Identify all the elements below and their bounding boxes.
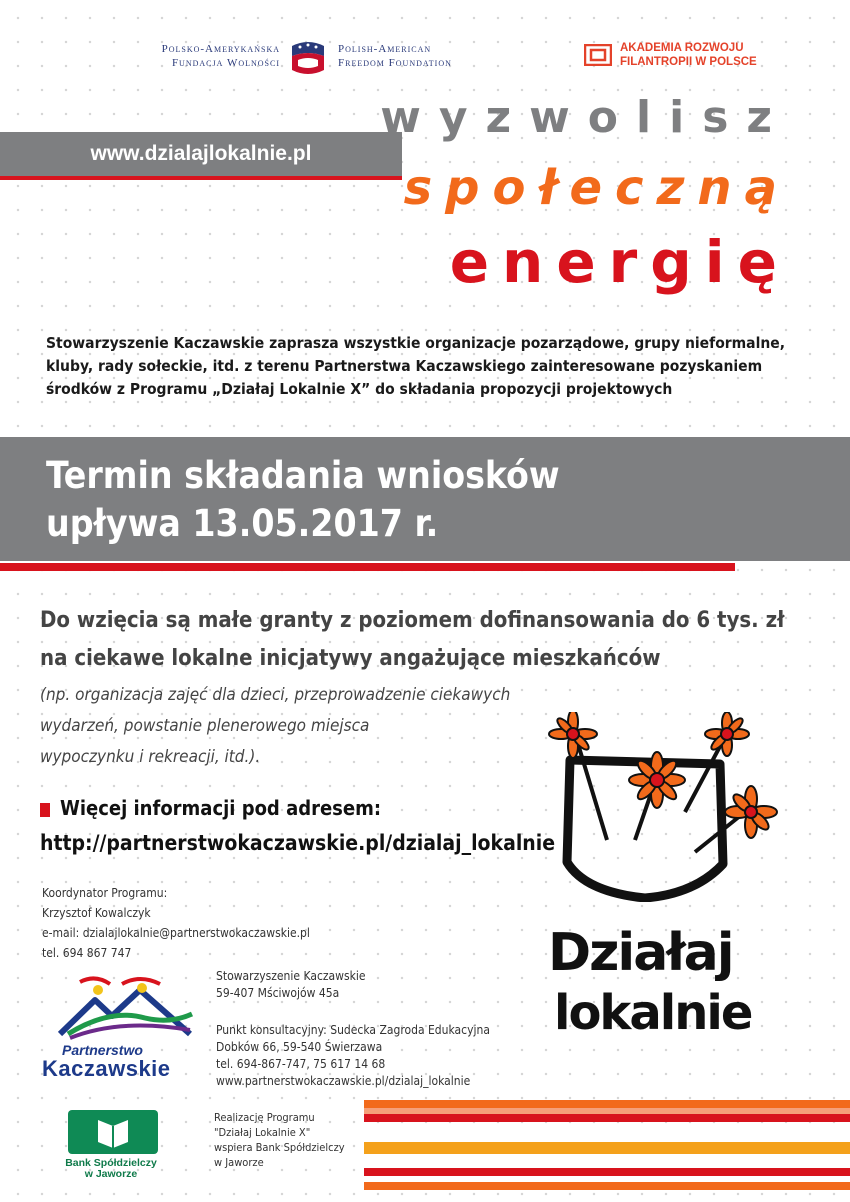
grants-examples: [40, 680, 600, 773]
website-link[interactable]: www.dzialajlokalnie.pl: [90, 142, 312, 165]
association-street: 59-407 Mściwojów 45a: [216, 986, 340, 1000]
pafw-logo-text-pl: [150, 42, 280, 70]
consultation-phone: tel. 694-867-747, 75 617 14 68: [216, 1057, 386, 1071]
stripe-orange-1: [364, 1100, 850, 1108]
grants-text: [40, 602, 800, 678]
bullet-square-icon: [40, 803, 50, 817]
consultation-address: Dobków 66, 59-540 Świerzawa: [216, 1040, 383, 1054]
grants-line2: na ciekawe lokalne inicjatywy angażujące mieszkańców: [40, 646, 661, 671]
partner-logo-bottom: Kaczawskie: [42, 1056, 171, 1081]
headline-line3: energię: [449, 228, 790, 296]
consultation-point: [216, 1022, 490, 1090]
deadline-line2: upływa 13.05.2017 r.: [46, 502, 439, 545]
deadline-text: [46, 452, 560, 548]
coordinator-phone: tel. 694 867 747: [42, 946, 132, 960]
consultation-url-link[interactable]: www.partnerstwokaczawskie.pl/dzialaj_lokalnie: [216, 1074, 471, 1088]
dl-logo-line1: Działaj: [548, 923, 733, 983]
association-name: Stowarzyszenie Kaczawskie: [216, 969, 366, 983]
coordinator-email-link[interactable]: e-mail: dzialajlokalnie@partnerstwokaczawskie.pl: [42, 926, 310, 940]
stripe-orange-2: [364, 1182, 850, 1190]
examples-line1: (np. organizacja zajęć dla dzieci, przeprowadzenie ciekawych: [40, 685, 511, 705]
bank-logo-icon: [68, 1110, 158, 1154]
deadline-band-underline: [0, 563, 735, 571]
realization-line3: wspiera Bank Spółdzielczy: [214, 1141, 345, 1154]
coordinator-name: Krzysztof Kowalczyk: [42, 906, 151, 920]
stripe-red-1: [364, 1114, 850, 1122]
realization-line1: Realizację Programu: [214, 1111, 315, 1124]
arfp-line1: AKADEMIA ROZWOJU: [620, 42, 744, 54]
stripe-gold: [364, 1142, 850, 1154]
more-info-label: Więcej informacji pod adresem:: [60, 796, 382, 820]
flower-shield-icon: [545, 712, 785, 902]
headline-line2: społeczną: [403, 160, 790, 216]
intro-paragraph: Stowarzyszenie Kaczawskie zaprasza wszystkie organizacje pozarządowe, grupy nieformalne, kluby, rady sołeckie, itd. z terenu Partnerstwa Kaczawskiego zainteresowane pozyskaniem środków z Programu „Działaj Lokalnie X” do składania propozycji projektowych: [46, 334, 786, 398]
coordinator-title: Koordynator Programu:: [42, 886, 168, 900]
examples-line3: wypoczynku i rekreacji, itd.).: [40, 747, 261, 767]
deadline-line1: Termin składania wniosków: [46, 454, 560, 497]
arfp-logo-icon: [584, 44, 612, 66]
website-band-underline: [0, 176, 402, 180]
pafw-pl-line2: Fundacja Wolności: [171, 57, 280, 69]
arfp-logo-text: [620, 41, 757, 69]
bank-line1: Bank Spółdzielczy: [65, 1157, 157, 1169]
dl-logo-line2: lokalnie: [554, 985, 752, 1041]
pafw-logo-text-en: [338, 42, 478, 70]
bank-logo-text: [46, 1158, 176, 1180]
partner-logo-top: Partnerstwo: [62, 1042, 143, 1058]
realization-note: [214, 1110, 345, 1170]
grants-line1: Do wzięcia są małe granty z poziomem dofinansowania do 6 tys. zł: [40, 608, 785, 633]
arfp-line2: FILANTROPII W POLSCE: [620, 56, 757, 68]
coordinator-info: [42, 883, 310, 963]
stripe-red-2: [364, 1168, 850, 1176]
bank-line2: w Jaworze: [84, 1168, 138, 1180]
partnerstwo-kaczawskie-logo-icon: [50, 972, 200, 1042]
consultation-title: Punkt konsultacyjny: Sudecka Zagroda Edukacyjna: [216, 1023, 490, 1037]
headline-line1: wyzwolisz: [380, 92, 790, 143]
association-address: [216, 968, 366, 1002]
pafw-logo-icon: [288, 40, 328, 76]
examples-line2: wydarzeń, powstanie plenerowego miejsca: [40, 716, 370, 736]
realization-line4: w Jaworze: [214, 1156, 264, 1169]
pafw-pl-line1: Polsko-Amerykańska: [161, 43, 280, 55]
more-info-url-link[interactable]: http://partnerstwokaczawskie.pl/dzialaj_lokalnie: [40, 831, 556, 855]
pafw-en-line1: Polish-American: [338, 43, 432, 55]
pafw-en-line2: Freedom Foundation: [338, 57, 452, 69]
realization-line2: "Działaj Lokalnie X": [214, 1126, 311, 1139]
